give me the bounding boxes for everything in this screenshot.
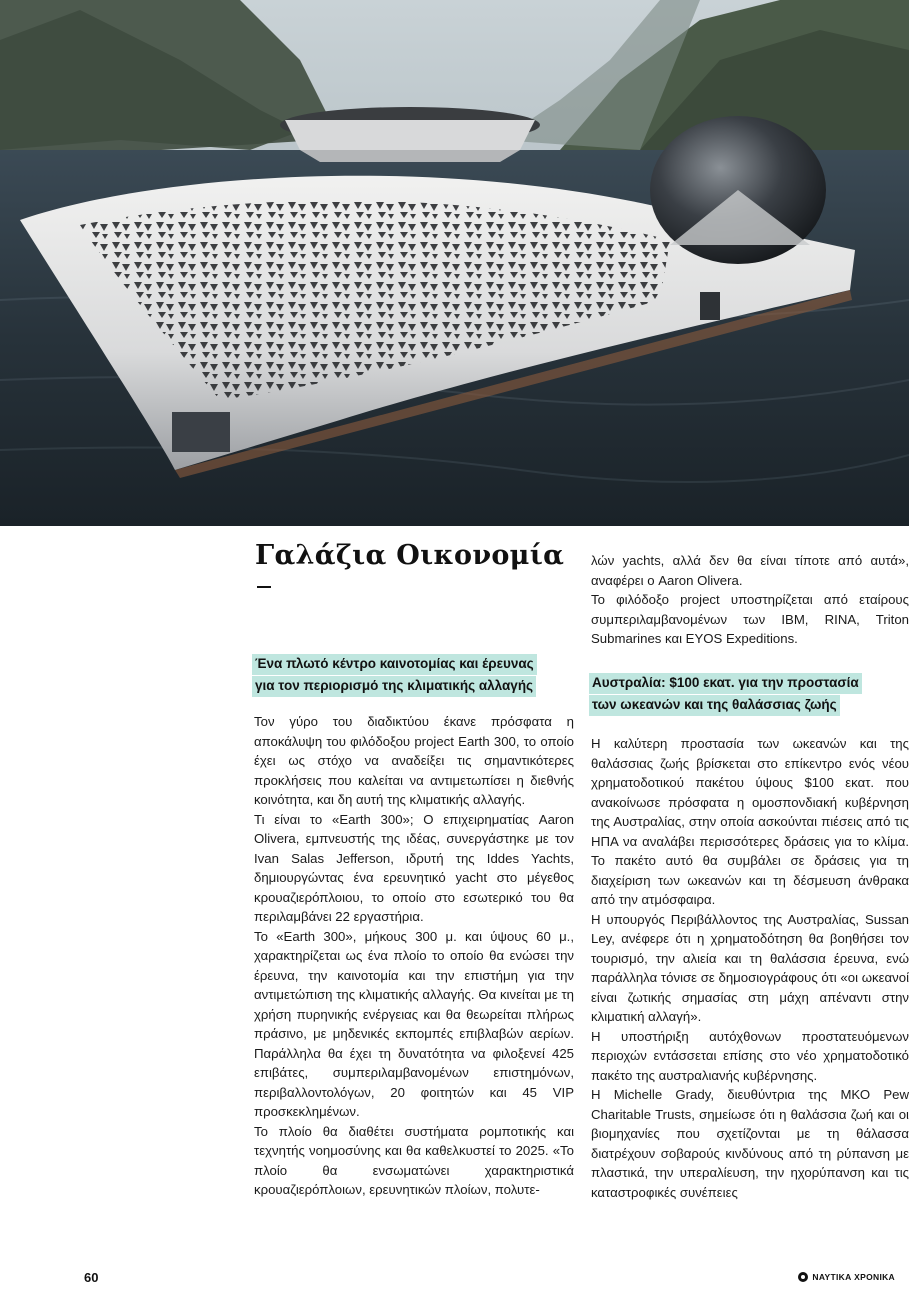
heading-line: Ένα πλωτό κέντρο καινοτομίας και έρευνας xyxy=(252,654,537,675)
paragraph: Τι είναι το «Earth 300»; Ο επιχειρηματίας Aaron Olivera, εμπνευστής της ιδέας, συνεργάστηκε με τον Ivan Salas Jefferson, ιδρυτή της Iddes Yachts, δημιουργώντας ένα ερευνητικό yacht στο μέγεθος κρουαζιερόπλοιου, το οποίο στο εσωτερικό του θα περιλαμβάνει 22 εργαστήρια. xyxy=(254,811,574,924)
paragraph: Το φιλόδοξο project υποστηρίζεται από εταίρους συμπεριλαμβανομένων των IBM, RINA, Triton Submarines και EYOS Expeditions. xyxy=(591,592,909,646)
article-column-right xyxy=(591,734,909,1202)
paragraph: Η Michelle Grady, διευθύντρια της ΜΚΟ Pew Charitable Trusts, σημείωσε ότι η θαλάσσια ζωή και οι βιομηχανίες που σχετίζονται με τη θάλασσα διατρέχουν σοβαρούς κινδύνους από τη ρύπανση με πλαστικά, την υπεραλίευση, την ηχορύπανση και τις καταστροφικές συνέπειες xyxy=(591,1087,909,1200)
publication-brand xyxy=(798,1272,895,1282)
ship-illustration xyxy=(0,0,909,526)
paragraph: Το πλοίο θα διαθέτει συστήματα ρομποτικής και τεχνητής νοημοσύνης και θα καθελκυστεί το 2025. «Το πλοίο θα ενσωματώνει χαρακτηριστικά κρουαζιερόπλοιων, ερευνητικών πλοίων, πολυτε- xyxy=(254,1123,574,1197)
page-number: 60 xyxy=(84,1270,99,1285)
paragraph: λών yachts, αλλά δεν θα είναι τίποτε από αυτά», αναφέρει ο Aaron Olivera. xyxy=(591,553,909,588)
section-heading-australia xyxy=(589,673,907,717)
brand-name: ΝΑΥΤΙΚΑ ΧΡΟΝΙΚΑ xyxy=(812,1272,895,1282)
brand-logo-icon xyxy=(798,1272,808,1282)
article-title: Γαλάζια Οικονομία xyxy=(255,540,565,571)
paragraph: Τον γύρο του διαδικτύου έκανε πρόσφατα η αποκάλυψη του φιλόδοξου project Earth 300, το οποίο έχει ως στόχο να αναδείξει τις σημαντικότερες προκλήσεις που καλείται να αντιμετωπίσει η διεθνής κοινότητα, και δη αυτή της κλιματικής αλλαγής. xyxy=(254,714,574,807)
paragraph: Η υπουργός Περιβάλλοντος της Αυστραλίας, Sussan Ley, ανέφερε ότι η χρηματοδότηση θα βοηθήσει τον τουρισμό, την αλιεία και τη θαλάσσια έρευνα, ενώ παράλληλα τόνισε σε δημοσιογράφους ότι «οι ωκεανοί είναι ζωτικής σημασίας στη μάχη απέναντι στην κλιματική αλλαγή». xyxy=(591,911,909,1024)
hero-image xyxy=(0,0,909,526)
section-heading-climate xyxy=(252,654,582,698)
article-column-left xyxy=(254,712,574,1200)
heading-line: Αυστραλία: $100 εκατ. για την προστασία xyxy=(589,673,862,694)
paragraph: Η υποστήριξη αυτόχθονων προστατευόμενων περιοχών εντάσσεται επίσης στο νέο χρηματοδοτικό πακέτο της αυστραλιανής κυβέρνησης. xyxy=(591,1028,909,1083)
heading-line: για τον περιορισμό της κλιματικής αλλαγής xyxy=(252,676,536,697)
title-divider xyxy=(257,586,271,588)
article-column-right-continued xyxy=(591,551,909,649)
paragraph: Το «Earth 300», μήκους 300 μ. και ύψους 60 μ., χαρακτηρίζεται ως ένα πλοίο το οποίο θα ενώσει την έρευνα, την καινοτομία και την επιστήμη για την αντιμετώπιση της κλιματικής αλλαγής. Θα κινείται με τη χρήση πυρηνικής ενέργειας και θα θεωρείται πλήρως πράσινο, με μηδενικές εκπομπές επιβλαβών αερίων. Παράλληλα θα έχει τη δυνατότητα να φιλοξενεί 425 επιβάτες, συμπεριλαμβανομένων επιστημόνων, περιβαλλοντολόγων, 20 φοιτητών και 45 VIP προσκεκλημένων. xyxy=(254,928,574,1119)
paragraph: Η καλύτερη προστασία των ωκεανών και της θαλάσσιας ζωής βρίσκεται στο επίκεντρο ενός νέου χρηματοδοτικού πακέτου ύψους $100 εκατ. που ανακοίνωσε πρόσφατα η ομοσπονδιακή κυβέρνηση της Αυστραλίας, στην οποία ασκούνται πιέσεις από τις ΗΠΑ να αναλάβει περισσότερες δράσεις για το κλίμα. Το πακέτο αυτό θα συμβάλει σε δράσεις για τη διαχείριση των ωκεανών και τη δέσμευση άνθρακα από την ατμόσφαιρα. xyxy=(591,736,909,907)
heading-line: των ωκεανών και της θαλάσσιας ζωής xyxy=(589,695,840,716)
